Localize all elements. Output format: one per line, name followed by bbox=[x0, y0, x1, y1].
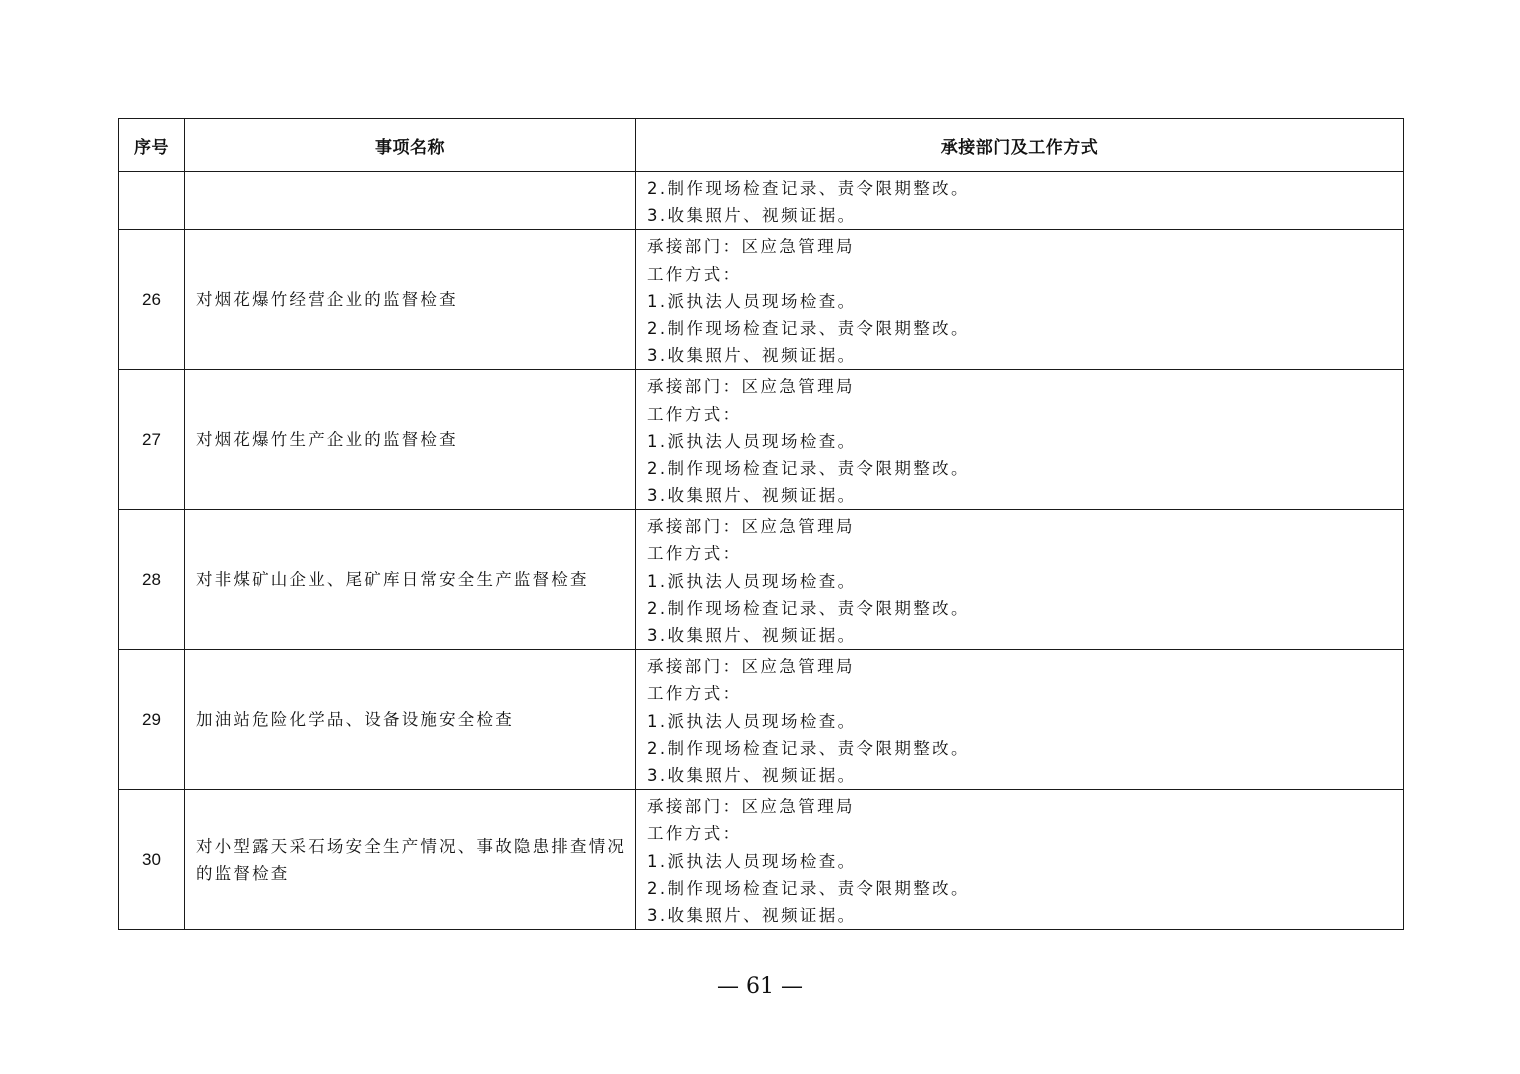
dept-line: 3.收集照片、视频证据。 bbox=[647, 346, 857, 366]
row-item-name: 对烟花爆竹生产企业的监督检查 bbox=[185, 370, 636, 510]
dept-line: 承接部门：区应急管理局 bbox=[647, 797, 855, 817]
dept-line: 承接部门：区应急管理局 bbox=[647, 657, 855, 677]
dept-line: 2.制作现场检查记录、责令限期整改。 bbox=[647, 878, 970, 898]
page-number: — 61 — bbox=[717, 974, 803, 999]
row-seq: 29 bbox=[119, 650, 185, 790]
header-item-name: 事项名称 bbox=[185, 119, 636, 172]
table-header-row bbox=[119, 119, 1404, 172]
dept-line: 工作方式： bbox=[647, 404, 742, 424]
dept-line: 3.收集照片、视频证据。 bbox=[647, 626, 857, 645]
dept-line: 3.收集照片、视频证据。 bbox=[647, 765, 857, 785]
row-seq: 30 bbox=[119, 790, 185, 930]
row-item-name bbox=[185, 172, 636, 230]
row-seq: 26 bbox=[119, 230, 185, 370]
row-seq: 28 bbox=[119, 510, 185, 650]
table-row bbox=[119, 510, 1404, 650]
row-seq: 27 bbox=[119, 370, 185, 510]
header-dept-method: 承接部门及工作方式 bbox=[636, 119, 1404, 172]
dept-line: 3.收集照片、视频证据。 bbox=[647, 486, 857, 506]
dept-line: 工作方式： bbox=[647, 264, 742, 284]
row-dept-method bbox=[636, 650, 1404, 790]
dept-line: 1.派执法人员现场检查。 bbox=[647, 431, 857, 451]
row-dept-method bbox=[636, 172, 1404, 230]
dept-line: 2.制作现场检查记录、责令限期整改。 bbox=[647, 598, 970, 618]
header-seq: 序号 bbox=[119, 119, 185, 172]
row-dept-method bbox=[636, 510, 1404, 650]
dept-line: 工作方式： bbox=[647, 684, 742, 704]
dept-line: 3.收集照片、视频证据。 bbox=[647, 905, 857, 925]
table-row bbox=[119, 790, 1404, 930]
row-dept-method bbox=[636, 790, 1404, 930]
dept-line: 2.制作现场检查记录、责令限期整改。 bbox=[647, 318, 970, 338]
row-item-name: 对非煤矿山企业、尾矿库日常安全生产监督检查 bbox=[185, 510, 636, 650]
dept-line: 工作方式： bbox=[647, 824, 742, 844]
dept-line: 2.制作现场检查记录、责令限期整改。 bbox=[647, 458, 970, 478]
dept-line: 工作方式： bbox=[647, 544, 742, 564]
dept-line: 3.收集照片、视频证据。 bbox=[647, 206, 857, 226]
dept-line: 承接部门：区应急管理局 bbox=[647, 517, 855, 537]
dept-line: 1.派执法人员现场检查。 bbox=[647, 851, 857, 871]
dept-line: 2.制作现场检查记录、责令限期整改。 bbox=[647, 738, 970, 758]
table-row bbox=[119, 370, 1404, 510]
row-item-name: 对烟花爆竹经营企业的监督检查 bbox=[185, 230, 636, 370]
table-row bbox=[119, 650, 1404, 790]
table-row bbox=[119, 230, 1404, 370]
row-dept-method bbox=[636, 230, 1404, 370]
row-item-name: 加油站危险化学品、设备设施安全检查 bbox=[185, 650, 636, 790]
row-item-name: 对小型露天采石场安全生产情况、事故隐患排查情况的监督检查 bbox=[185, 790, 636, 930]
dept-line: 1.派执法人员现场检查。 bbox=[647, 291, 857, 311]
dept-line: 1.派执法人员现场检查。 bbox=[647, 711, 857, 731]
row-dept-method bbox=[636, 370, 1404, 510]
row-seq bbox=[119, 172, 185, 230]
inspection-items-table bbox=[118, 118, 1404, 930]
dept-line: 承接部门：区应急管理局 bbox=[647, 377, 855, 397]
dept-line: 2.制作现场检查记录、责令限期整改。 bbox=[647, 179, 970, 198]
dept-line: 1.派执法人员现场检查。 bbox=[647, 571, 857, 591]
dept-line: 承接部门：区应急管理局 bbox=[647, 237, 855, 257]
table-row-continuation bbox=[119, 172, 1404, 230]
